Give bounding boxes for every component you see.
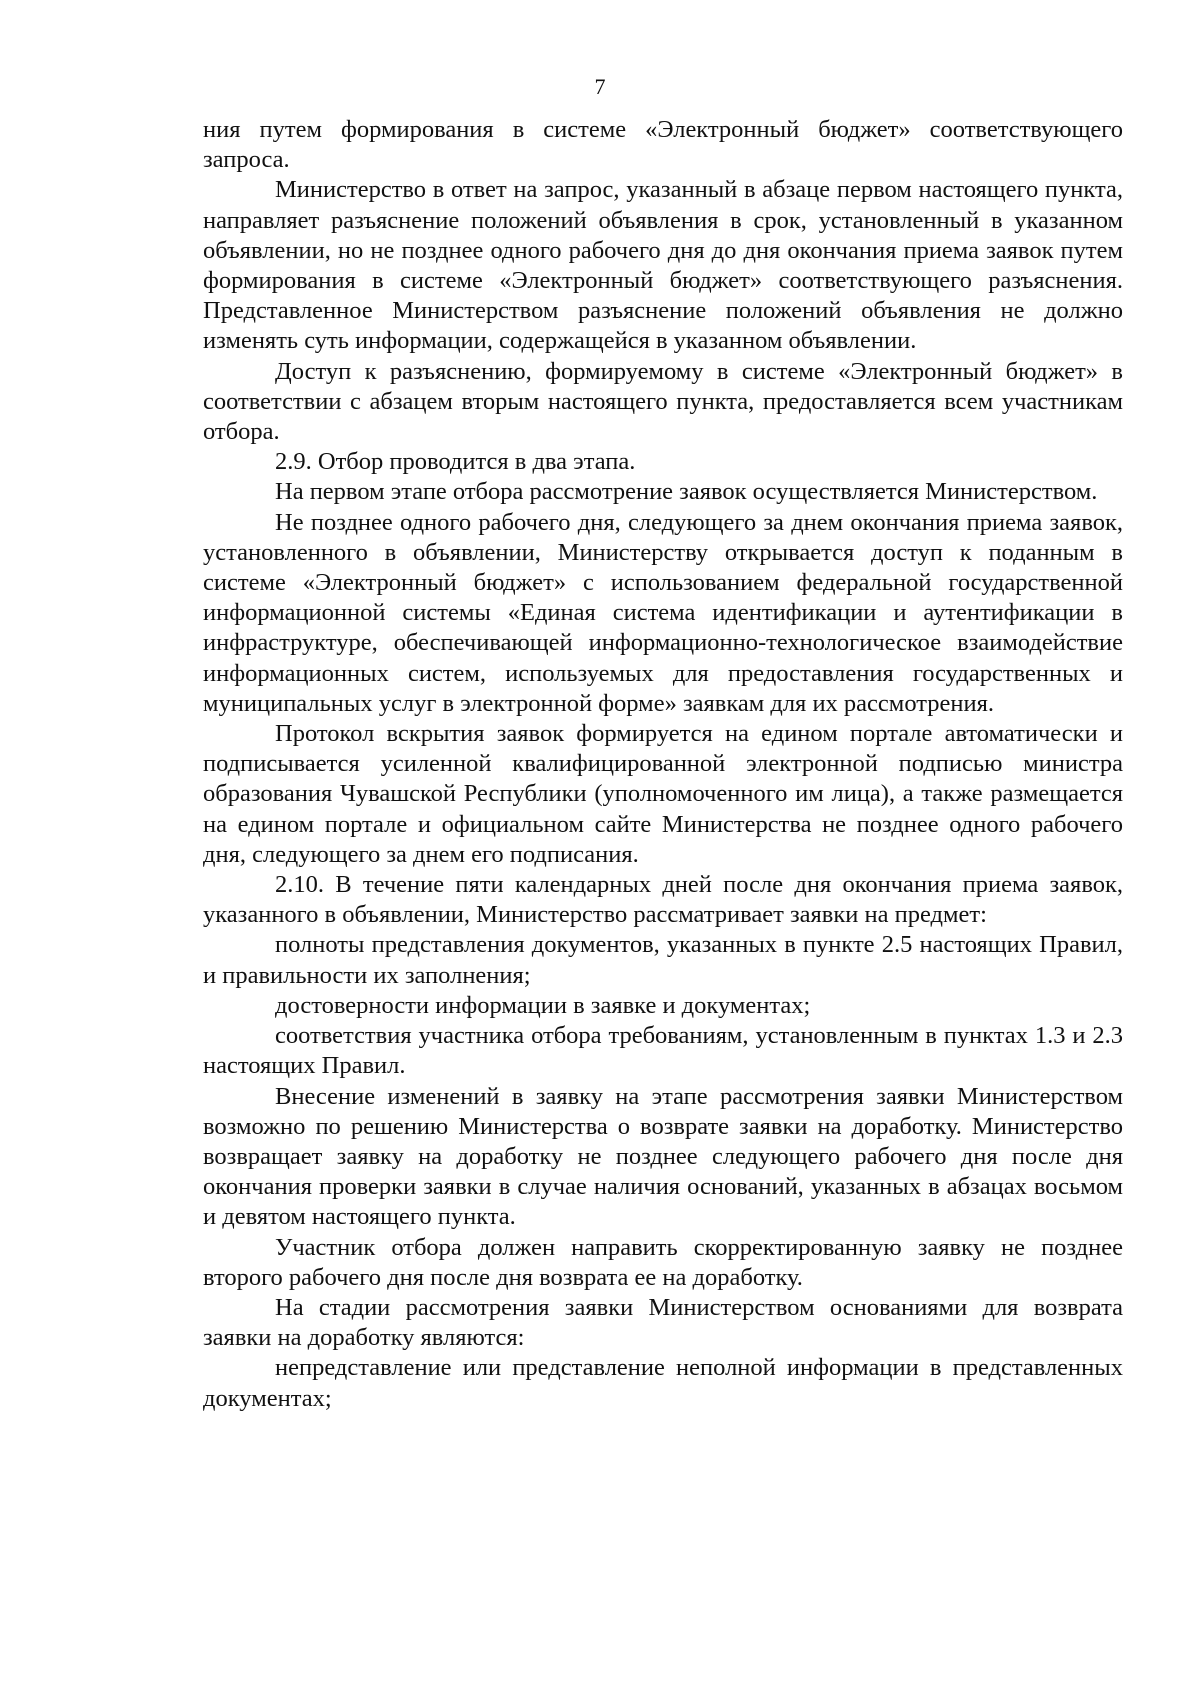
- paragraph-access-to-applications: Не позднее одного рабочего дня, следующего за днем окончания приема заявок, установленного в объявлении, Министерству открывается доступ к поданным в системе «Электронный бюджет» с использованием федеральной государственной информационной системы «Единая система идентификации и аутентификации в инфраструктуре, обеспечивающей информационно-технологическое взаимодействие информационных систем, используемых для предоставления государственных и муниципальных услуг в электронной форме» заявкам для их рассмотрения.: [203, 508, 1123, 717]
- page-number: 7: [594, 74, 606, 99]
- paragraph-clarification-response: Министерство в ответ на запрос, указанный в абзаце первом настоящего пункта, направляет разъяснение положений объявления в срок, установленный в указанном объявлении, но не позднее одного рабочего дня до дня окончания приема заявок путем формирования в системе «Электронный бюджет» соответствующего разъяснения. Представленное Министерством разъяснение положений объявления не должно изменять суть информации, содержащейся в указанном объявлении.: [203, 176, 1123, 355]
- paragraph-clause-2-10: 2.10. В течение пяти календарных дней после дня окончания приема заявок, указанного в объявлении, Министерство рассматривает заявки на предмет:: [203, 871, 1123, 929]
- paragraph-clarification-access: Доступ к разъяснению, формируемому в системе «Электронный бюджет» в соответствии с абзацем вторым настоящего пункта, предоставляется всем участникам отбора.: [203, 357, 1123, 446]
- paragraph-opening-protocol: Протокол вскрытия заявок формируется на едином портале автоматически и подписывается усиленной квалифицированной электронной подписью министра образования Чувашской Республики (уполномоченного им лица), а также размещается на едином портале и официальном сайте Министерства не позднее одного рабочего дня, следующего за днем его подписания.: [203, 720, 1123, 868]
- paragraph-continuation: ния путем формирования в системе «Электронный бюджет» соответствующего запроса.: [203, 116, 1123, 174]
- paragraph-first-stage: На первом этапе отбора рассмотрение заявок осуществляется Министерством.: [275, 478, 1098, 506]
- paragraph-clause-2-9: 2.9. Отбор проводится в два этапа.: [275, 448, 636, 476]
- paragraph-compliance: соответствия участника отбора требованиям, установленным в пунктах 1.3 и 2.3 настоящих Правил.: [203, 1022, 1123, 1080]
- paragraph-application-changes: Внесение изменений в заявку на этапе рассмотрения заявки Министерством возможно по решению Министерства о возврате заявки на доработку. Министерство возвращает заявку на доработку не позднее следующего рабочего дня после дня окончания проверки заявки в случае наличия оснований, указанных в абзацах восьмом и девятом настоящего пункта.: [203, 1082, 1123, 1231]
- document-body: [203, 115, 1123, 1414]
- paragraph-return-grounds: На стадии рассмотрения заявки Министерством основаниями для возврата заявки на доработку являются:: [203, 1293, 1123, 1352]
- paragraph-incomplete-information: непредставление или представление неполной информации в представленных документах;: [203, 1354, 1123, 1412]
- paragraph-corrected-application: Участник отбора должен направить скорректированную заявку не позднее второго рабочего дня после дня возврата ее на доработку.: [203, 1233, 1123, 1291]
- paragraph-completeness: полноты представления документов, указанных в пункте 2.5 настоящих Правил, и правильности их заполнения;: [203, 931, 1123, 989]
- paragraph-reliability: достоверности информации в заявке и документах;: [275, 991, 811, 1019]
